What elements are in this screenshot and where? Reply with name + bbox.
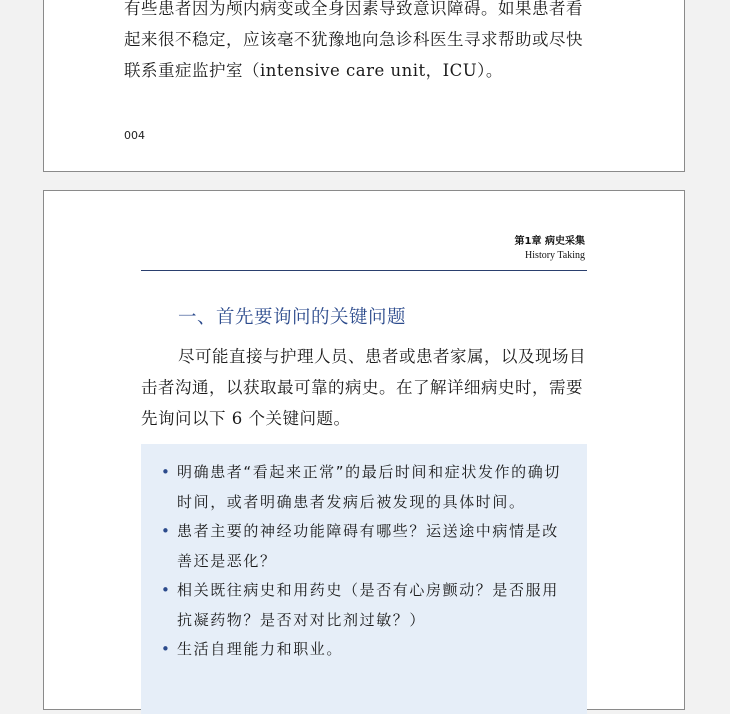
body-paragraph: 有些患者因为颅内病变或全身因素导致意识障碍。如果患者看起来很不稳定，应该毫不犹豫地向急诊科医生寻求帮助或尽快联系重症监护室（intensive care unit，ICU）。	[124, 0, 583, 80]
bullet-icon: •	[161, 581, 172, 599]
previous-page	[43, 0, 685, 172]
bullet-icon: •	[161, 463, 172, 481]
list-item	[161, 458, 575, 517]
list-item	[161, 576, 575, 635]
header-rule	[141, 270, 587, 271]
key-questions-list	[141, 444, 587, 665]
list-item-text: 生活自理能力和职业。	[177, 640, 344, 658]
current-page	[43, 190, 685, 710]
list-item	[161, 517, 575, 576]
list-item	[161, 635, 575, 665]
section-heading: 一、首先要询问的关键问题	[178, 307, 407, 328]
bullet-icon: •	[161, 522, 172, 540]
key-questions-callout	[141, 444, 587, 714]
intro-paragraph: 尽可能直接与护理人员、患者或患者家属，以及现场目击者沟通，以获取最可靠的病史。在了解详细病史时，需要先询问以下 6 个关键问题。	[141, 347, 586, 428]
bullet-icon: •	[161, 640, 172, 658]
running-head-subtitle: History Taking	[525, 250, 585, 261]
list-item-text: 明确患者“看起来正常”的最后时间和症状发作的确切时间，或者明确患者发病后被发现的具体时间。	[177, 463, 561, 511]
running-head-chapter: 第1章 病史采集	[514, 236, 585, 247]
running-head	[515, 235, 585, 263]
page-number: 004	[124, 129, 145, 142]
list-item-text: 相关既往病史和用药史（是否有心房颤动？是否服用抗凝药物？是否对对比剂过敏？）	[177, 581, 559, 629]
list-item-text: 患者主要的神经功能障碍有哪些？运送途中病情是改善还是恶化？	[177, 522, 559, 570]
